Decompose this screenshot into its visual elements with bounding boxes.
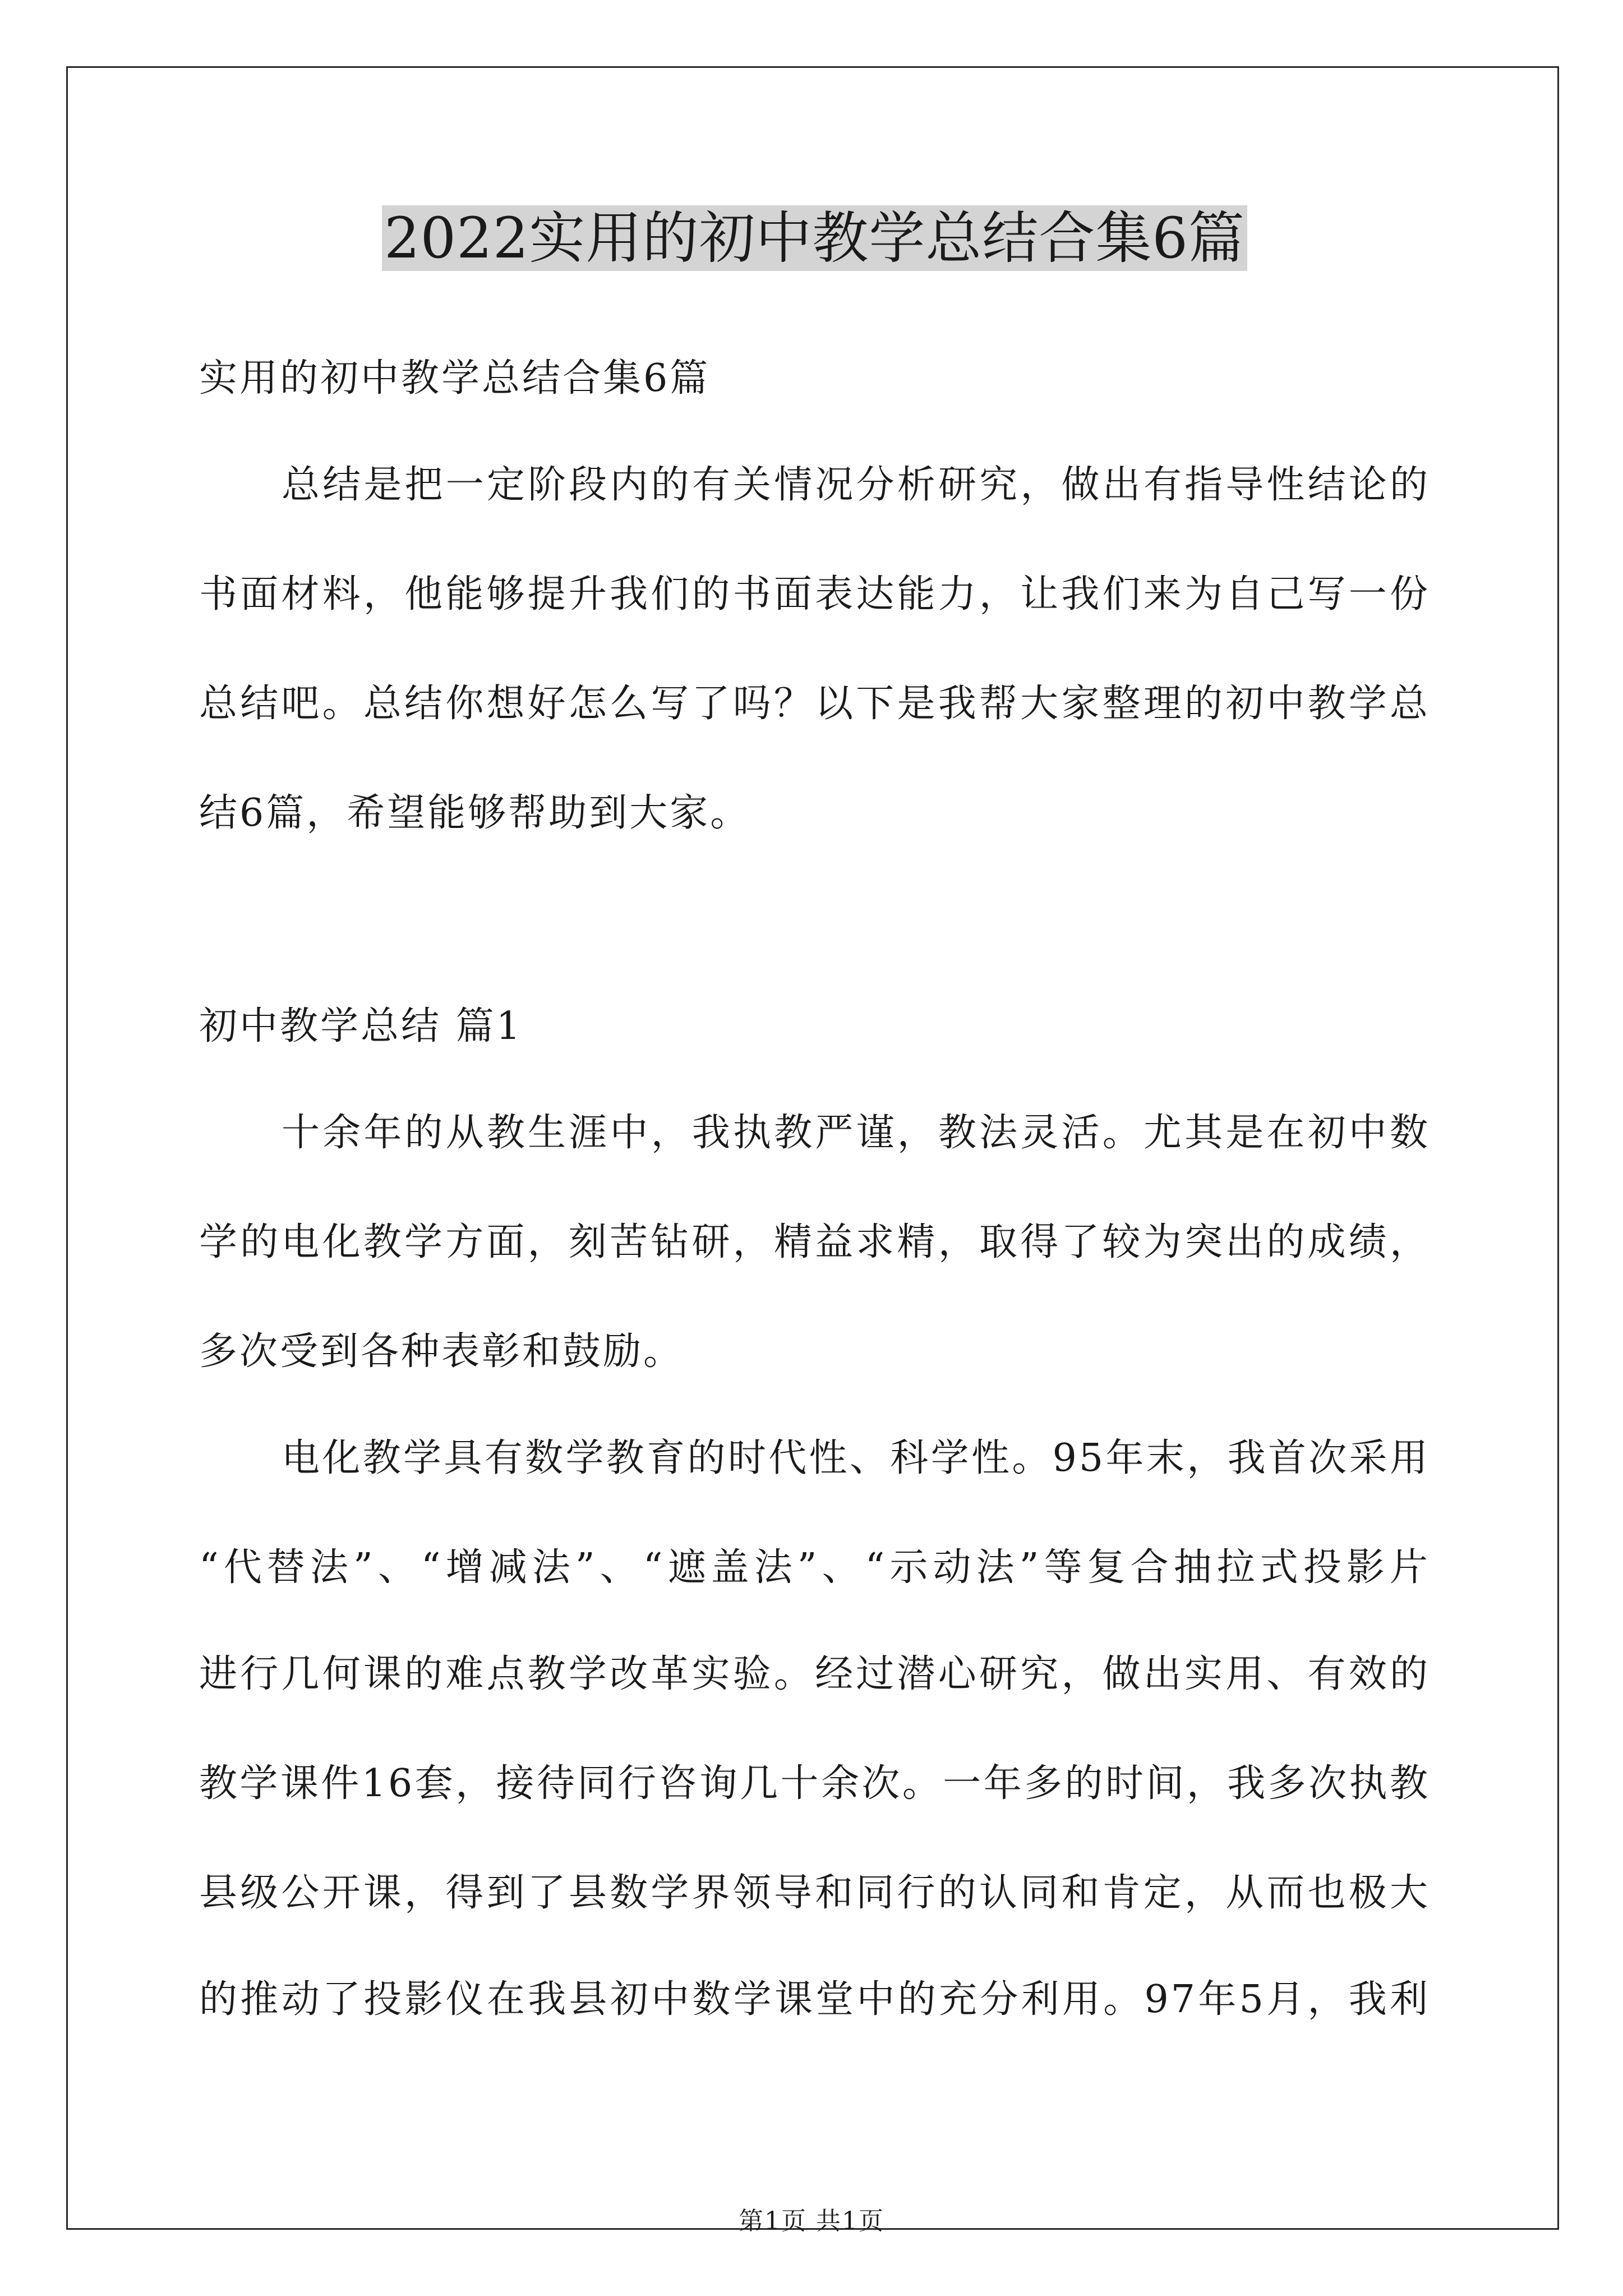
para2-line-4: 教学课件16套，接待同行咨询几十余次。一年多的时间，我多次执教: [199, 1761, 1430, 1806]
para1-line-2: 学的电化教学方面，刻苦钻研，精益求精，取得了较为突出的成绩，: [199, 1220, 1430, 1264]
para2-line-1: 电化教学具有数学教育的时代性、科学性。95年末，我首次采用: [282, 1436, 1430, 1480]
intro-line-4: 结6篇，希望能够帮助到大家。: [199, 791, 751, 835]
para2-line-6: 的推动了投影仪在我县初中数学课堂中的充分利用。97年5月，我利: [199, 1977, 1430, 2022]
document-subtitle: 实用的初中教学总结合集6篇: [199, 356, 711, 401]
para1-line-3: 多次受到各种表彰和鼓励。: [199, 1329, 684, 1374]
para1-line-1: 十余年的从教生涯中，我执教严谨，教法灵活。尤其是在初中数: [282, 1111, 1430, 1155]
intro-line-2: 书面材料，他能够提升我们的书面表达能力，让我们来为自己写一份: [199, 572, 1430, 616]
section-heading-1: 初中教学总结 篇1: [199, 1004, 523, 1048]
intro-line-1: 总结是把一定阶段内的有关情况分析研究，做出有指导性结论的: [282, 463, 1430, 507]
para2-line-5: 县级公开课，得到了县数学界领导和同行的认同和肯定，从而也极大: [199, 1871, 1430, 1915]
para2-line-3: 进行几何课的难点教学改革实验。经过潜心研究，做出实用、有效的: [199, 1652, 1430, 1696]
document-title: 2022实用的初中教学总结合集6篇: [199, 199, 1430, 278]
intro-line-3: 总结吧。总结你想好怎么写了吗？以下是我帮大家整理的初中教学总: [199, 682, 1430, 726]
page-footer: 第1页 共1页: [739, 2207, 884, 2235]
para2-line-2: “代替法”、“增减法”、“遮盖法”、“示动法”等复合抽拉式投影片: [199, 1545, 1430, 1590]
